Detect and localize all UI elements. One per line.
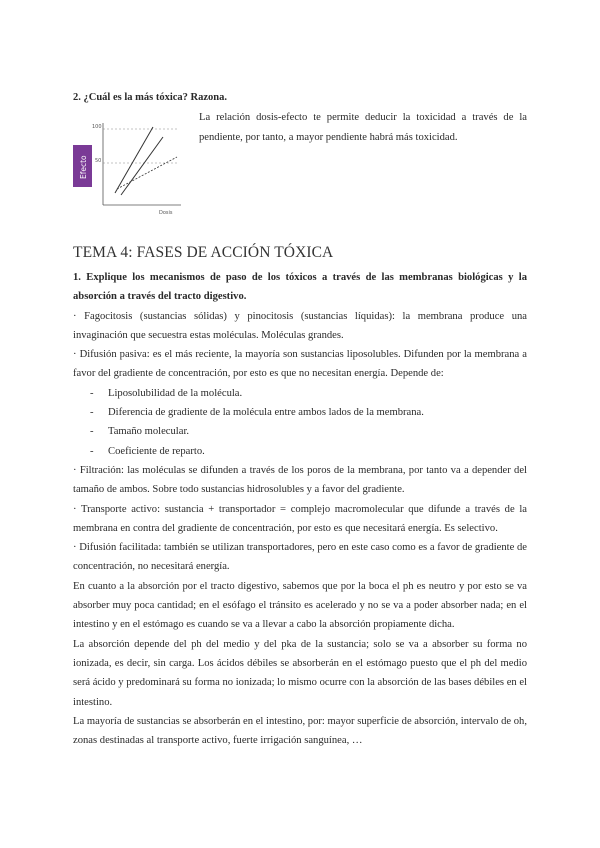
body-text — [73, 268, 527, 750]
curve-steep — [115, 127, 153, 193]
y-tick-100: 100 — [92, 124, 102, 130]
list-item — [73, 403, 527, 422]
paragraph-ph: La absorción depende del ph del medio y del pka de la sustancia; solo se va a absorber su forma no ionizada, es decir, sin carga. Los ácidos débiles se absorberán en el estómago puesto que el ph del medio será ácido y predominará su forma no ionizada; lo mismo ocurre con la absorción de las bases débiles en el intestino. — [73, 638, 527, 708]
paragraph-difusion-facilitada: · Difusión facilitada: también se utilizan transportadores, pero en este caso como es a favor de gradiente de concentración, no necesitará energía. — [73, 542, 527, 573]
list-item-text: Liposolubilidad de la molécula. — [108, 387, 243, 399]
list-marker: - — [90, 387, 94, 399]
paragraph-filtracion: · Filtración: las moléculas se difunden a través de los poros de la membrana, por tanto va a depender del tamaño de ambos. Sobre todo sustancias hidrosolubles y a favor del gradiente. — [73, 464, 527, 496]
question-1-heading: 1. Explique los mecanismos de paso de los tóxicos a través de las membranas biológicas y la absorción a través del tracto digestivo. — [73, 272, 527, 303]
section-title: TEMA 4: FASES DE ACCIÓN TÓXICA — [73, 244, 334, 261]
question-2-title: 2. ¿Cuál es la más tóxica? Razona. — [73, 92, 227, 103]
paragraph-transporte-activo: · Transporte activo: sustancia + transportador = complejo macromolecular que difunde a través de la membrana en contra del gradiente de concentración, por esto es que necesitará energía. Es selectivo. — [73, 503, 527, 534]
question-2-answer: La relación dosis-efecto te permite deducir la toxicidad a través de la pendiente, por tanto, a mayor pendiente habrá más toxicidad. — [199, 112, 527, 143]
paragraph-fagocitosis: · Fagocitosis (sustancias sólidas) y pinocitosis (sustancias líquidas): la membrana produce una invaginación que secuestra estas moléculas. Moléculas grandes. — [73, 310, 527, 341]
y-tick-50: 50 — [95, 158, 102, 164]
paragraph-difusion-pasiva: · Difusión pasiva: es el más reciente, la mayoría son sustancias liposolubles. Difunden por la membrana a favor del gradiente de concentración, por esto es que no necesitan energía. Depende de: — [73, 349, 527, 380]
list-item-text: Tamaño molecular. — [108, 426, 190, 438]
paragraph-absorcion-digestiva: En cuanto a la absorción por el tracto digestivo, sabemos que por la boca el ph es neutro y por esto se va absorber muy poca cantidad; en el esófago el tránsito es acelerado y no se va a poder absorber nada; en el intestino y en el estómago es cuando se va a llevar a cabo la absorción propiamente dicha. — [73, 580, 527, 631]
x-axis-label: Dosis — [159, 210, 173, 216]
list-marker: - — [90, 445, 94, 457]
list-item — [73, 442, 527, 461]
paragraph-intestino: La mayoría de sustancias se absorberán en el intestino, por: mayor superficie de absorción, intervalo de oh, zonas destinadas al transporte activo, fuerte irrigación sanguínea, … — [73, 715, 527, 747]
list-marker: - — [90, 426, 94, 438]
y-axis-label: Efecto — [79, 155, 88, 179]
list-item — [73, 422, 527, 441]
list-item — [73, 384, 527, 403]
list-item-text: Diferencia de gradiente de la molécula entre ambos lados de la membrana. — [108, 407, 424, 419]
dependency-list — [73, 384, 527, 461]
list-item-text: Coeficiente de reparto. — [108, 445, 205, 457]
dose-effect-graph — [73, 113, 185, 219]
list-marker: - — [90, 407, 94, 419]
